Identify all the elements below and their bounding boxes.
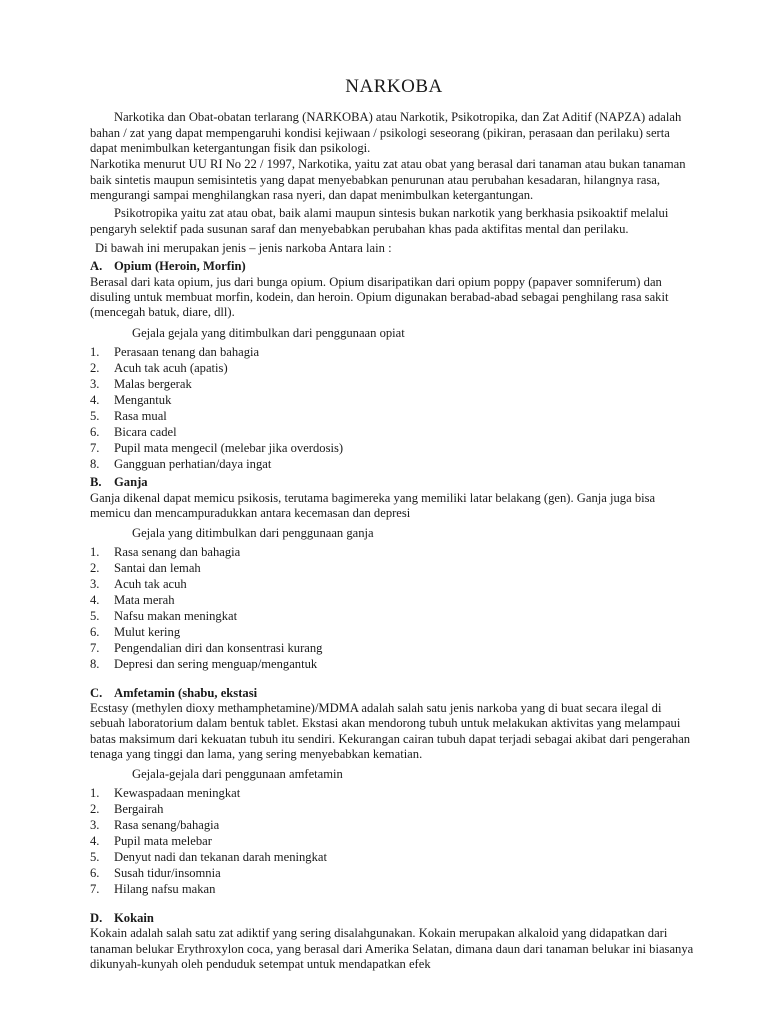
intro-paragraph-4: Di bawah ini merupakan jenis – jenis narkoba Antara lain : (95, 241, 392, 256)
section-c-heading (90, 686, 698, 701)
section-c-title: Amfetamin (shabu, ekstasi (114, 685, 258, 700)
list-item: 4. Mengantuk (90, 392, 172, 407)
list-item: 1. Kewaspadaan meningkat (90, 786, 241, 801)
section-b-heading (90, 475, 698, 490)
list-item: 2. Santai dan lemah (90, 560, 201, 575)
list-item: 1. Perasaan tenang dan bahagia (90, 344, 260, 359)
list-item: 7. Hilang nafsu makan (90, 882, 216, 897)
list-item: 4. Mata merah (90, 592, 175, 607)
intro-paragraph-1: Narkotika dan Obat-obatan terlarang (NARKOBA) atau Narkotik, Psikotropika, dan Zat Aditif (NAPZA) adalah bahan / zat yang dapat mempengaruhi kondisi kejiwaan / psikologi seseorang (pikiran, perasaan dan perilaku) serta dapat menimbulkan ketergantungan fisik dan psikologi. (90, 110, 682, 155)
list-item: 5. Denyut nadi dan tekanan darah meningkat (90, 850, 327, 865)
list-item: 3. Rasa senang/bahagia (90, 818, 220, 833)
section-c-letter: C. (90, 685, 103, 700)
list-item: 7. Pengendalian diri dan konsentrasi kurang (90, 640, 323, 655)
section-spacer (90, 673, 698, 686)
intro-paragraph-3: Psikotropika yaitu zat atau obat, baik alami maupun sintesis bukan narkotik yang berkhasia psikoaktif melalui pengaryh selektif pada susunan saraf dan menyebabkan perubahan khas pada aktifitas mental dan perilaku. (90, 206, 669, 236)
list-item: 6. Bicara cadel (90, 424, 177, 439)
list-item: 5. Nafsu makan meningkat (90, 608, 238, 623)
section-c-body: Ecstasy (methylen dioxy methamphetamine)/MDMA adalah salah satu jenis narkoba yang di buat secara ilegal di sebuah laboratorium dalam bentuk tablet. Ekstasi akan mendorong tubuh untuk melakukan aktivitas yang melampaui batas maksimum dari kekuatan tubuh itu sendiri. Kekurangan cairan tubuh dapat terjadi sebagai akibat dari pengerahan tenaga yang tinggi dan lama, yang sering menyebabkan kematian. (90, 701, 691, 762)
section-d-letter: D. (90, 910, 103, 925)
section-spacer (90, 898, 698, 911)
section-d-heading (90, 911, 698, 926)
list-item: 8. Depresi dan sering menguap/mengantuk (90, 656, 318, 671)
section-b-body: Ganja dikenal dapat memicu psikosis, terutama bagimereka yang memiliki latar belakang (gen). Ganja juga bisa memicu dan mencampuradukkan antara kecemasan dan depresi (90, 490, 656, 520)
list-item: 3. Malas bergerak (90, 376, 192, 391)
list-item: 3. Acuh tak acuh (90, 576, 187, 591)
section-a-heading (90, 259, 698, 274)
section-d-title: Kokain (114, 910, 154, 925)
section-a-body: Berasal dari kata opium, jus dari bunga opium. Opium disaripatikan dari opium poppy (papaver somniferum) dan disuling untuk membuat morfin, kodein, dan heroin. Opium digunakan berabad-abad sebagai penghilang rasa sakit (mencegah batuk, diare, dll). (90, 274, 669, 320)
section-a-subheading: Gejala gejala yang ditimbulkan dari penggunaan opiat (132, 325, 405, 340)
section-a-title: Opium (Heroin, Morfin) (114, 259, 246, 274)
list-item: 2. Bergairah (90, 802, 164, 817)
list-item: 2. Acuh tak acuh (apatis) (90, 360, 228, 375)
section-b-list (90, 545, 698, 673)
list-item: 6. Susah tidur/insomnia (90, 866, 221, 881)
page-title: NARKOBA (345, 76, 443, 97)
section-b-subheading: Gejala yang ditimbulkan dari penggunaan ganja (132, 526, 374, 541)
list-item: 7. Pupil mata mengecil (melebar jika overdosis) (90, 440, 344, 455)
list-item: 4. Pupil mata melebar (90, 834, 212, 849)
list-item: 6. Mulut kering (90, 624, 181, 639)
list-item: 1. Rasa senang dan bahagia (90, 544, 241, 559)
section-b-letter: B. (90, 475, 102, 490)
section-a-letter: A. (90, 259, 103, 274)
list-item: 5. Rasa mual (90, 408, 167, 423)
list-item: 8. Gangguan perhatian/daya ingat (90, 456, 272, 471)
section-d-body: Kokain adalah salah satu zat adiktif yang sering disalahgunakan. Kokain merupakan alkaloid yang didapatkan dari tanaman belukar Erythroxylon coca, yang berasal dari Amerika Selatan, dimana daun dari tanaman belukar ini biasanya dikunyah-kunyah oleh penduduk setempat untuk mendapatkan efek (90, 926, 694, 971)
section-b-title: Ganja (114, 475, 148, 490)
intro-paragraph-2: Narkotika menurut UU RI No 22 / 1997, Narkotika, yaitu zat atau obat yang berasal dari tanaman atau bukan tanaman baik sintetis maupun semisintetis yang dapat menyebabkan penurunan atau perubahan kesadaran, hilangnya rasa, mengurangi sampai menghilangkan rasa nyeri, dan dapat menimbulkan ketergantungan. (90, 157, 686, 202)
section-a-list (90, 344, 698, 472)
section-c-subheading: Gejala-gejala dari penggunaan amfetamin (132, 767, 343, 782)
section-c-list (90, 786, 698, 898)
